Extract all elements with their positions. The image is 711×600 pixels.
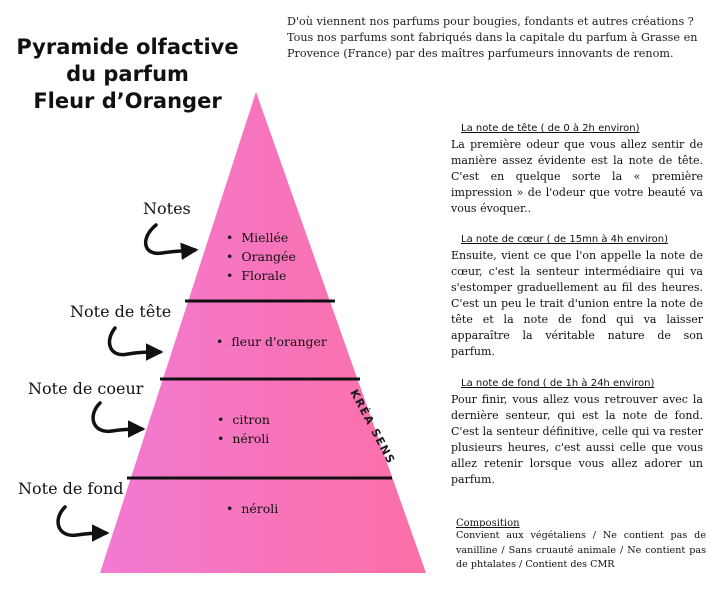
list-item: • citron — [217, 410, 270, 429]
title-line-1: Pyramide olfactive — [16, 35, 239, 59]
section-note-de-coeur — [451, 234, 703, 360]
title-line-2: du parfum — [66, 62, 189, 86]
list-item: • Miellée — [226, 228, 296, 247]
label-note-de-coeur: Note de coeur — [28, 379, 144, 398]
list-item: • fleur d'oranger — [216, 332, 327, 351]
brand-watermark: KRÉA SENS — [347, 387, 398, 467]
fond-list — [226, 499, 278, 518]
title-line-3: Fleur d’Oranger — [33, 89, 222, 113]
list-item: • Orangée — [226, 247, 296, 266]
arrow-tete-icon — [109, 328, 160, 355]
composition-block — [456, 518, 706, 573]
section-heading: La note de cœur ( de 15mn à 4h environ) — [461, 234, 668, 245]
tete-list — [216, 332, 327, 351]
label-notes: Notes — [143, 199, 191, 218]
section-note-de-tete — [451, 123, 703, 217]
section-text: La première odeur que vous allez sentir de manière assez évidente est la note de tête. C'est en quelque sorte la « première impression » de l'odeur que votre beauté va vous évoquer.. — [451, 138, 703, 215]
coeur-list — [217, 410, 270, 448]
section-text: Ensuite, vient ce que l'on appelle la note de cœur, c'est la senteur intermédiaire qui va s'estomper graduellement au fil des heures. C'est un peu le trait d'union entre la note de tête et la note de fond qui va laisser apparaître la véritable nature de son parfum. — [451, 249, 703, 358]
arrow-coeur-icon — [93, 403, 142, 431]
arrow-notes-icon — [146, 225, 195, 253]
arrow-fond-icon — [58, 507, 106, 535]
composition-text: Convient aux végétaliens / Ne contient pas de vanilline / Sans cruauté animale / Ne contient pas de phtalates / Contient des CMR — [456, 530, 706, 570]
list-item: • néroli — [217, 429, 270, 448]
list-item: • Florale — [226, 266, 296, 285]
composition-heading: Composition — [456, 518, 520, 529]
section-heading: La note de fond ( de 1h à 24h environ) — [461, 378, 655, 389]
label-note-de-tete: Note de tête — [70, 302, 172, 321]
list-item: • néroli — [226, 499, 278, 518]
section-note-de-fond — [451, 378, 703, 488]
label-note-de-fond: Note de fond — [18, 479, 124, 498]
notes-list — [226, 228, 296, 285]
intro-text: D'où viennent nos parfums pour bougies, fondants et autres créations ? Tous nos parfums sont fabriqués dans la capitale du parfum à Grasse en Provence (France) par des maîtres parfumeurs innovants de renom. — [287, 15, 698, 60]
section-heading: La note de tête ( de 0 à 2h environ) — [461, 123, 640, 134]
section-text: Pour finir, vous allez vous retrouver avec la dernière senteur, qui est la note de fond. C'est la senteur définitive, celle qui va rester plusieurs heures, c'est aussi celle que vous allez retenir lorsque vous allez adorer un parfum. — [451, 393, 703, 486]
